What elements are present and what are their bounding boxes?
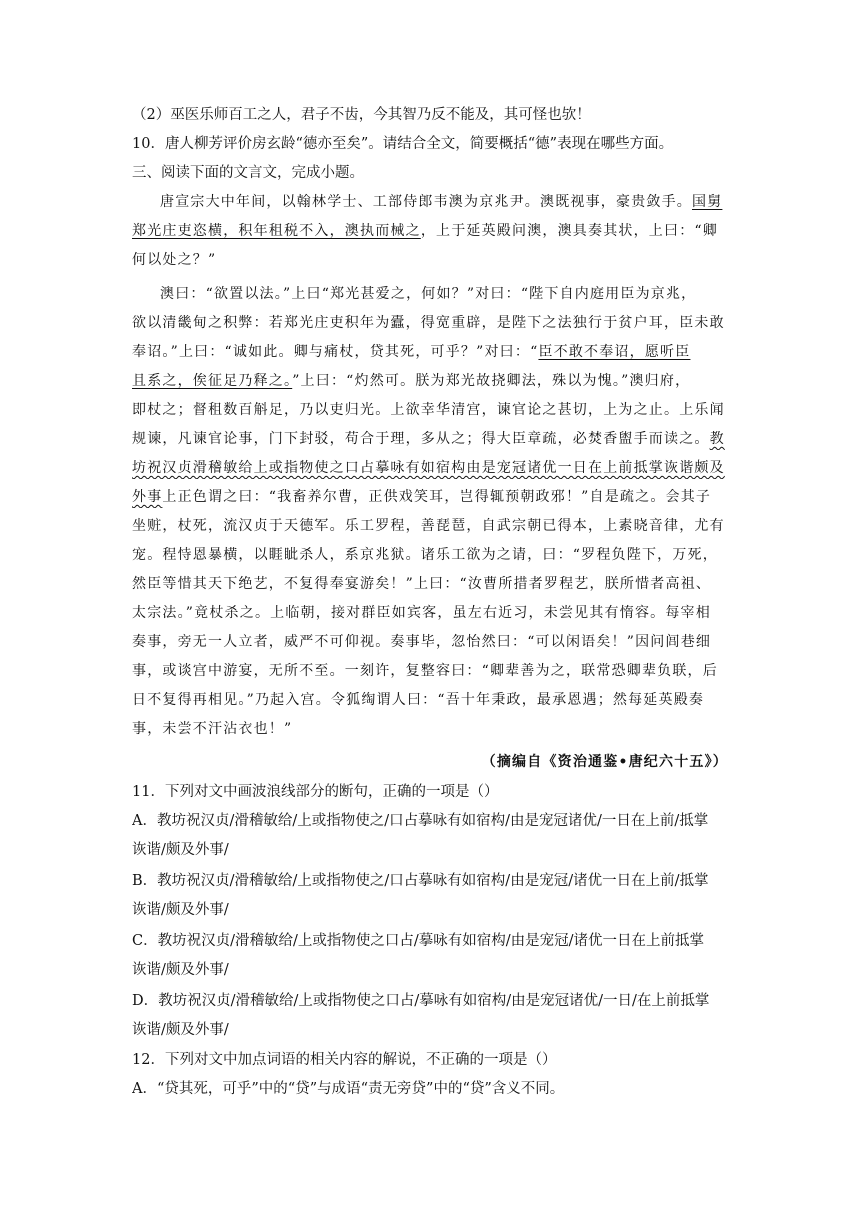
option-b: B．教坊祝汉贞/滑稽敏给/上或指物使之/口占摹咏有如宿构/由是宠冠/诸优一日在上前/抵掌	[132, 873, 709, 889]
passage-line: 规谏，凡谏官论事，门下封驳，苟合于理，多从之；得大臣章疏，必焚香盥手而读之。教	[132, 431, 725, 447]
question-10: 10．唐人柳芳评价房玄龄“德亦至矣”。请结合全文，简要概括“德”表现在哪些方面。	[132, 136, 674, 152]
passage-line: 然臣等惜其天下绝艺，不复得奉宴游矣！”上曰：“汝曹所措者罗程艺，朕所惜者高祖、	[132, 576, 712, 592]
passage-line: 奏事，旁无一人立者，威严不可仰视。奏事毕，忽怡然曰：“可以闲语矣！”因问闾巷细	[132, 634, 712, 650]
section-3-heading: 三、阅读下面的文言文，完成小题。	[132, 165, 364, 181]
question-11-stem: 11．下列对文中画波浪线部分的断句，正确的一项是（）	[132, 784, 499, 800]
passage-line: 坐赃，杖死，流汉贞于天德军。乐工罗程，善琵琶，自武宗朝已得本，上素晓音律，尤有	[132, 518, 725, 534]
passage-source: （摘编自《资治通鉴•唐纪六十五》）	[481, 754, 728, 770]
passage-line: 欲以清畿甸之积弊：若郑光庄吏积年为蠹，得宽重辟，是陛下之法独行于贫户耳，臣未敢	[132, 315, 725, 331]
question-12-stem: 12．下列对文中加点词语的相关内容的解说，不正确的一项是（）	[132, 1052, 557, 1068]
option-a-cont: 诙谐/颇及外事/	[132, 842, 229, 858]
passage-line: 且系之，俟征足乃释之。”上曰：“灼然可。朕为郑光故挠卿法，殊以为愧。”澳归府，	[132, 373, 691, 389]
underlined-text: 臣不敢不奉诏，愿听臣	[538, 344, 691, 360]
passage-line: 事，未尝不汗沾衣也！”	[132, 721, 293, 737]
wavy-underlined-text: 坊祝汉贞滑稽敏给上或指物使之口占摹咏有如宿构由是宠冠诸优一日在上前抵掌诙谐颇及	[132, 460, 725, 476]
passage-line: 郑光庄吏恣横，积年租税不入，澳执而械之，上于延英殿问澳，澳具奏其状，上曰：“卿	[132, 223, 718, 239]
option-b-cont: 诙谐/颇及外事/	[132, 902, 229, 918]
passage-line: 日不复得再相见。”乃起入宫。令狐绹谓人曰：“吾十年秉政，最承恩遇；然每延英殿奏	[132, 692, 705, 708]
underlined-text: 且系之，俟征足乃释之。	[132, 373, 293, 389]
passage-line: 澳曰：“欲置以法。”上曰“郑光甚爱之，何如？”对曰：“陛下自内庭用臣为京兆，	[160, 286, 697, 302]
underlined-text: 国舅	[692, 194, 723, 210]
passage-line: 事，或谈宫中游宴，无所不至。一刻许，复整容曰：“卿辈善为之，联常恐卿辈负联，后	[132, 663, 718, 679]
option-c: C．教坊祝汉贞/滑稽敏给/上或指物使之口占/摹咏有如宿构/由是宠冠/诸优一日在上前抵掌	[132, 933, 705, 949]
passage-line: 唐宣宗大中年间，以翰林学士、工部侍郎韦澳为京兆尹。澳既视事，豪贵敛手。国舅	[160, 194, 723, 210]
underlined-text: 郑光庄吏恣横，积年租税不入，澳执而械之	[132, 223, 421, 239]
option-a: A．教坊祝汉贞/滑稽敏给/上或指物使之/口占摹咏有如宿构/由是宠冠诸优/一日在上前/抵掌	[132, 813, 709, 829]
wavy-underlined-text: 教	[709, 431, 725, 447]
passage-line: 何以处之？”	[132, 252, 217, 268]
passage-line: 即杖之；督租数百斛足，乃以吏归光。上欲幸华清宫，谏官论之甚切，上为之止。上乐闻	[132, 402, 725, 418]
passage-line: 太宗法。”竟杖杀之。上临朝，接对群臣如宾客，虽左右近习，未尝见其有惰容。每宰相	[132, 605, 711, 621]
option-a: A．“贷其死，可乎”中的“贷”与成语“责无旁贷”中的“贷”含义不同。	[132, 1081, 565, 1097]
passage-line: 奉诏。”上曰：“诚如此。卿与痛杖，贷其死，可乎？”对曰：“臣不敢不奉诏，愿听臣	[132, 344, 691, 360]
passage-line	[132, 457, 728, 479]
wavy-underlined-text: 外事	[132, 489, 163, 505]
option-c-cont: 诙谐/颇及外事/	[132, 962, 229, 978]
option-d-cont: 诙谐/颇及外事/	[132, 1022, 229, 1038]
passage-line: 外事上正色谓之曰：“我畜养尔曹，正供戏笑耳，岂得辄预朝政邪！”自是疏之。会其子	[132, 489, 712, 505]
q9-part2: （2）巫医乐师百工之人，君子不齿，今其智乃反不能及，其可怪也欤！	[132, 107, 591, 123]
option-d: D．教坊祝汉贞/滑稽敏给/上或指物使之口占/摹咏有如宿构/由是宠冠诸优/一日/在上前抵掌	[132, 993, 710, 1009]
passage-line: 宠。程恃恩暴横，以睚眦杀人，系京兆狱。诸乐工欲为之请，曰：“罗程负陛下，万死，	[132, 547, 718, 563]
